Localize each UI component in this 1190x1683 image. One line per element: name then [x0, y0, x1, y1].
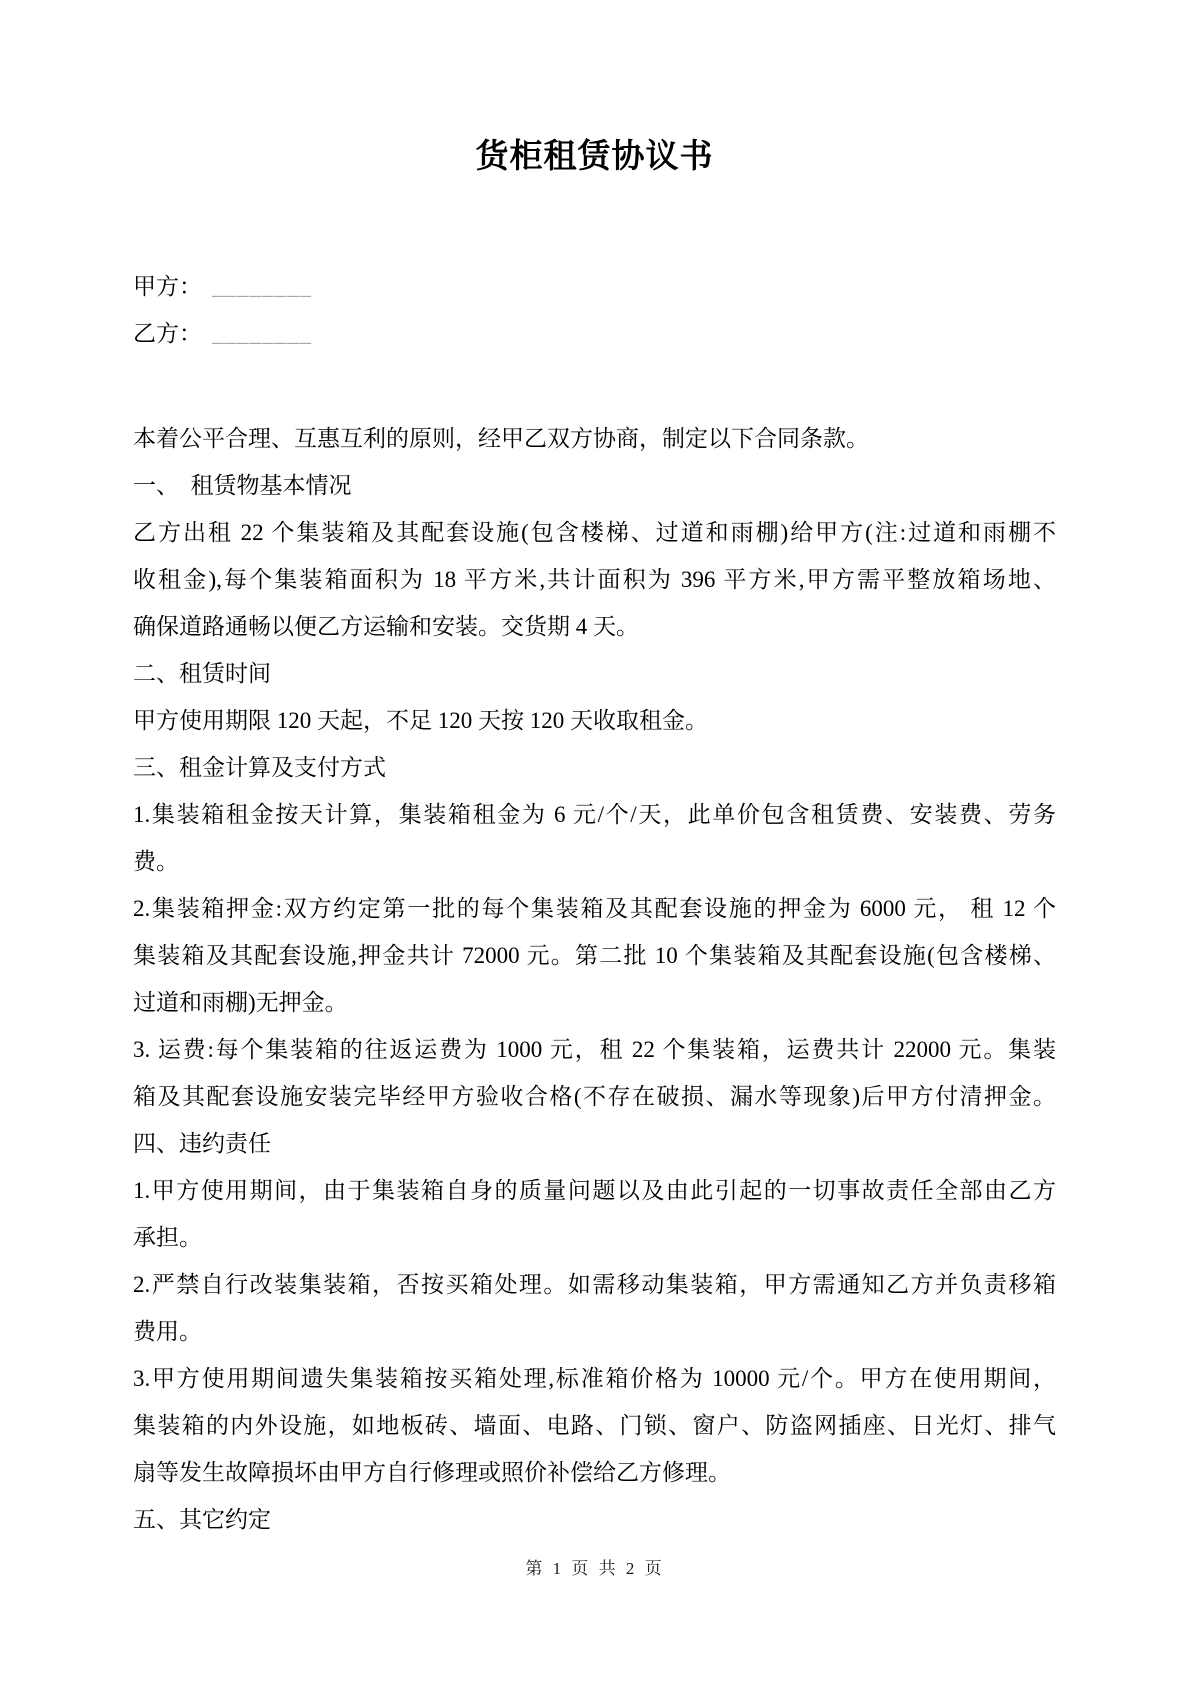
contract-body [133, 415, 1056, 1543]
body-line: 费用。 [133, 1318, 202, 1344]
preamble-line: 本着公平合理、互惠互利的原则，经甲乙双方协商，制定以下合同条款。 [133, 425, 869, 451]
body-line: 集装箱的内外设施，如地板砖、墙面、电路、门锁、窗户、防盗网插座、日光灯、排气 [133, 1412, 1056, 1438]
body-line: 收租金),每个集装箱面积为 18 平方米,共计面积为 396 平方米,甲方需平整放箱场地、 [133, 566, 1056, 592]
body-line: 箱及其配套设施安装完毕经甲方验收合格(不存在破损、漏水等现象)后甲方付清押金。 [133, 1083, 1056, 1109]
body-line: 费。 [133, 848, 179, 874]
parties-block [133, 263, 1056, 357]
body-line: 甲方使用期限 120 天起，不足 120 天按 120 天收取租金。 [133, 707, 708, 733]
body-line: 1.甲方使用期间，由于集装箱自身的质量问题以及由此引起的一切事故责任全部由乙方 [133, 1177, 1056, 1203]
body-line: 3.甲方使用期间遗失集装箱按买箱处理,标准箱价格为 10000 元/个。甲方在使用期间， [133, 1365, 1056, 1391]
section-heading: 四、违约责任 [133, 1130, 271, 1156]
party-b-blank-field: ________ [212, 320, 312, 346]
body-line: 确保道路通畅以便乙方运输和安装。交货期 4 天。 [133, 613, 639, 639]
party-b-label: 乙方： [133, 320, 202, 346]
section-heading: 二、租赁时间 [133, 660, 271, 686]
page-footer: 第 1 页 共 2 页 [525, 1559, 665, 1578]
party-b-line [133, 310, 1056, 357]
body-line: 1.集装箱租金按天计算，集装箱租金为 6 元/个/天，此单价包含租赁费、安装费、劳务 [133, 801, 1056, 827]
body-line: 3. 运费:每个集装箱的往返运费为 1000 元，租 22 个集装箱，运费共计 22000 元。集装 [133, 1036, 1056, 1062]
body-line: 扇等发生故障损坏由甲方自行修理或照价补偿给乙方修理。 [133, 1459, 731, 1485]
section-heading: 一、 租赁物基本情况 [133, 472, 352, 498]
body-line: 过道和雨棚)无押金。 [133, 989, 348, 1015]
party-a-label: 甲方： [133, 273, 202, 299]
section-heading: 五、其它约定 [133, 1506, 271, 1532]
body-line: 2.集装箱押金:双方约定第一批的每个集装箱及其配套设施的押金为 6000 元， 租 12 个 [133, 895, 1056, 921]
body-line: 集装箱及其配套设施,押金共计 72000 元。第二批 10 个集装箱及其配套设施(包含楼梯、 [133, 942, 1056, 968]
body-line: 承担。 [133, 1224, 202, 1250]
body-line: 乙方出租 22 个集装箱及其配套设施(包含楼梯、过道和雨棚)给甲方(注:过道和雨棚不 [133, 519, 1056, 545]
document-title: 货柜租赁协议书 [475, 139, 714, 175]
party-a-line [133, 263, 1056, 310]
party-a-blank-field: ________ [212, 273, 312, 299]
section-heading: 三、租金计算及支付方式 [133, 754, 386, 780]
body-line: 2.严禁自行改装集装箱，否按买箱处理。如需移动集装箱，甲方需通知乙方并负责移箱 [133, 1271, 1056, 1297]
